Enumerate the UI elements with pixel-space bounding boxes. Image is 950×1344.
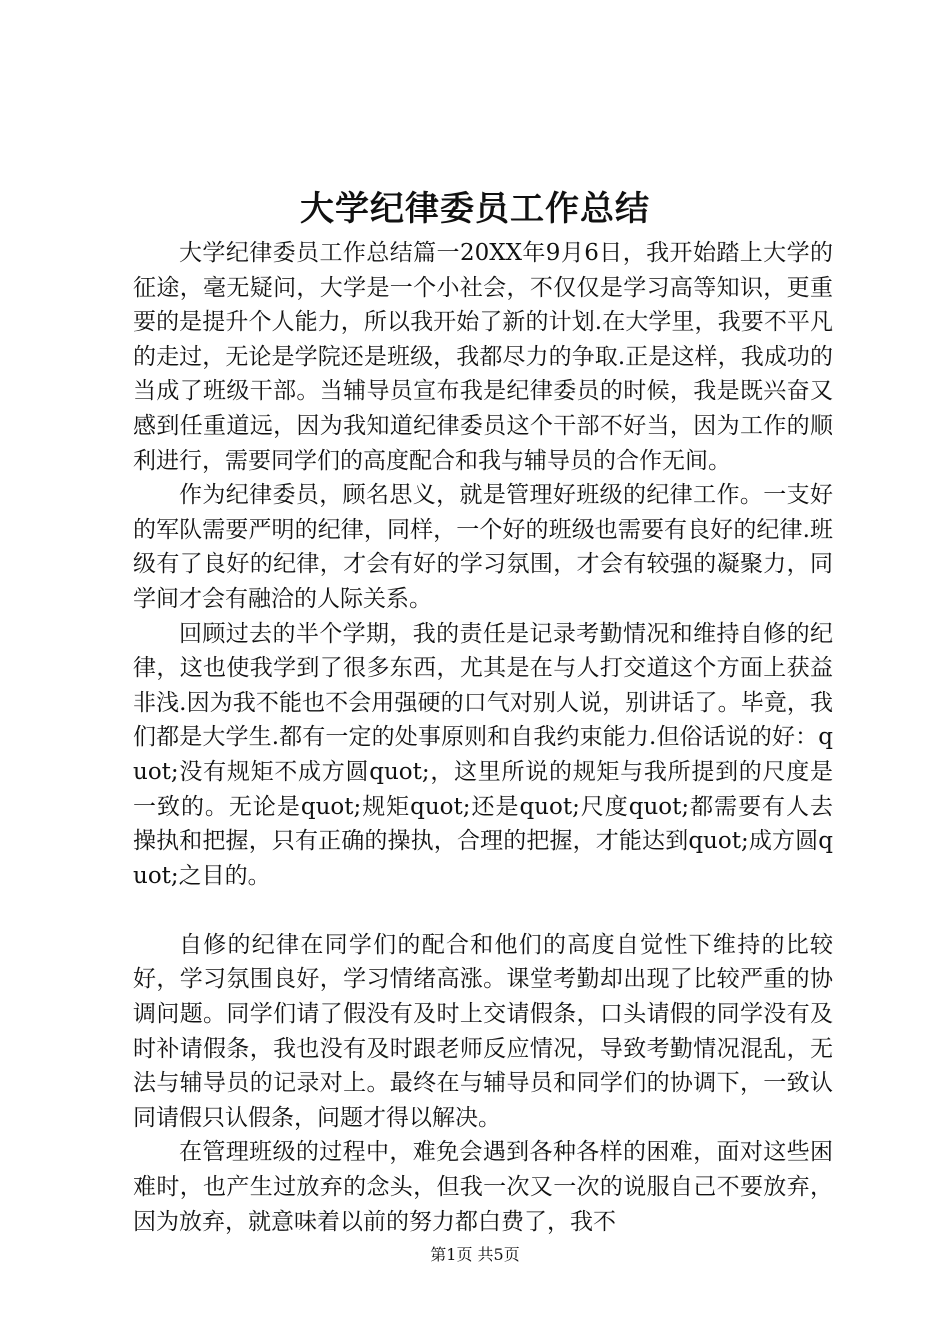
paragraph-4: 自修的纪律在同学们的配合和他们的高度自觉性下维持的比较好，学习氛围良好，学习情绪高涨。课堂考勤却出现了比较严重的协调问题。同学们请了假没有及时上交请假条，口头请假的同学没有及时补请假条，我也没有及时跟老师反应情况，导致考勤情况混乱，无法与辅导员的记录对上。最终在与辅导员和同学们的协调下，一致认同请假只认假条，问题才得以解决。 <box>133 931 833 1131</box>
paragraph-1: 大学纪律委员工作总结篇一20XX年9月6日，我开始踏上大学的征途，毫无疑问，大学是一个小社会，不仅仅是学习高等知识，更重要的是提升个人能力，所以我开始了新的计划.在大学里，我要不平凡的走过，无论是学院还是班级，我都尽力的争取.正是这样，我成功的当成了班级干部。当辅导员宣布我是纪律委员的时候，我是既兴奋又感到任重道远，因为我知道纪律委员这个干部不好当，因为工作的顺利进行，需要同学们的高度配合和我与辅导员的合作无间。 <box>133 240 833 474</box>
paragraph-3: 回顾过去的半个学期，我的责任是记录考勤情况和维持自修的纪律，这也使我学到了很多东西，尤其是在与人打交道这个方面上获益非浅.因为我不能也不会用强硬的口气对别人说，别讲话了。毕竟，我们都是大学生.都有一定的处事原则和自我约束能力.但俗话说的好：quot;没有规矩不成方圆quot;，这里所说的规矩与我所提到的尺度是一致的。无论是quot;规矩quot;还是quot;尺度quot;都需要有人去操执和把握，只有正确的操执，合理的把握，才能达到quot;成方圆quot;之目的。 <box>133 620 833 889</box>
page-footer: 第1页 共5页 <box>430 1245 520 1264</box>
document-title: 大学纪律委员工作总结 <box>300 189 650 229</box>
paragraph-2: 作为纪律委员，顾名思义，就是管理好班级的纪律工作。一支好的军队需要严明的纪律，同样，一个好的班级也需要有良好的纪律.班级有了良好的纪律，才会有好的学习氛围，才会有较强的凝聚力，同学间才会有融洽的人际关系。 <box>133 482 833 612</box>
paragraph-5: 在管理班级的过程中，难免会遇到各种各样的困难，面对这些困难时，也产生过放弃的念头，但我一次又一次的说服自己不要放弃，因为放弃，就意味着以前的努力都白费了，我不 <box>133 1139 833 1235</box>
document-body <box>133 236 833 1239</box>
